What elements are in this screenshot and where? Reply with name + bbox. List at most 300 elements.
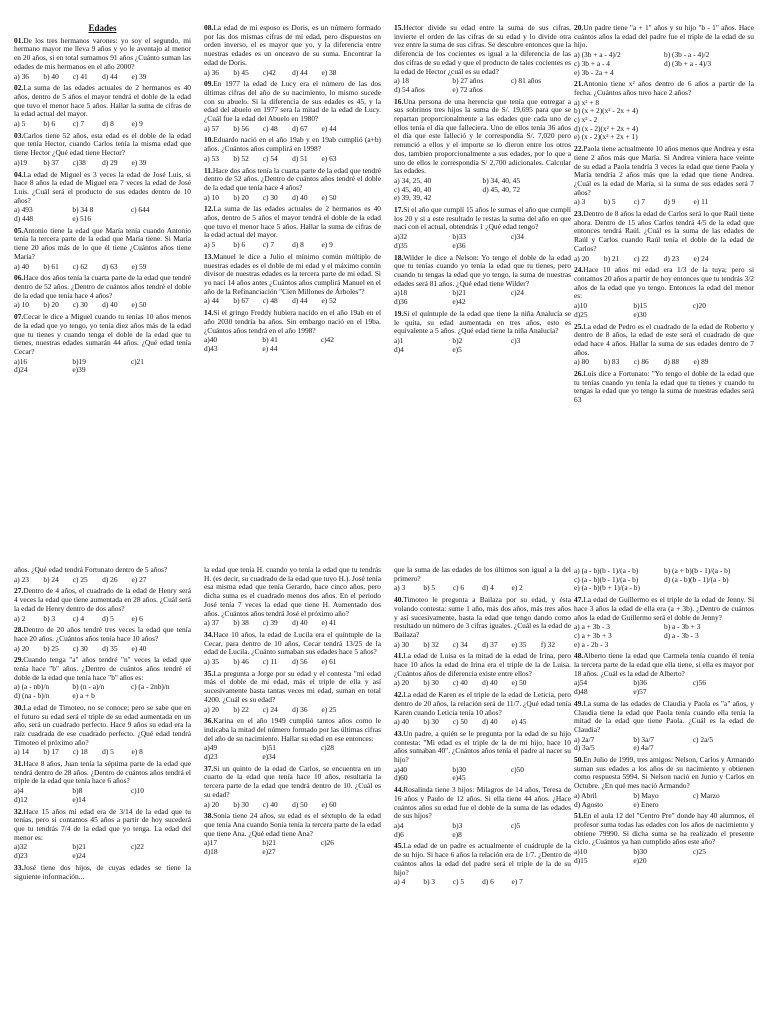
- answer-option: d) 44: [292, 296, 308, 306]
- answer-option: d)4: [394, 344, 404, 354]
- answer-option: c)3: [510, 335, 521, 345]
- problem-text: Antonio tiene la edad que María tenía cuando Antonio tenía la tercera parte de la edad que María tiene. Si María tiene 20 años más de lo que él tiene ¿Cuántos años tiene María?: [14, 225, 191, 261]
- problem-text: La suma de las edades actuales de 2 hermanos es 40 años, dentro de 5 años el mayor tendrá el doble de la edad que tuvo el menor hace 5 años. Hallar la suma de cifras de la edad actual del mayor.: [204, 204, 381, 240]
- answer-option: d) 5: [102, 613, 114, 623]
- problem-text: Timoteo le pregunta a Bailaza por su edad, y ésta volando contesta: sume 1 año, más dos años, más tres años y así sucesivamente, hasta la edad que tengo dando como resultado un número de 3 cifras iguales. ¿Cuál es la edad de Bailaza?: [394, 595, 571, 639]
- answer-option: d) 29: [102, 157, 118, 167]
- answer-options: [574, 302, 754, 319]
- problem-text: Hace 10 años, la edad de Lucila era el quíntuple de la Cecar, para dentro de 10 años, Cecar tendrá 13/25 de la edad de Lucila. ¿Cuánto sumaban sus edades hace 5 años?: [204, 629, 381, 657]
- answer-option: c) 11: [262, 657, 278, 667]
- problem-number: 14.: [204, 308, 214, 318]
- problem-text: la edad que tenía H. cuando yo tenía la edad que tu tendrás H. (es decir, su cuadrado de la edad que tuvo H.). José tenía esa misma edad que tenía Gerardo, hace cinco años, pero dicha suma es el cuadrado menos dos años. En el periodo José tenía 7 veces la edad que tiene H. Aumentado dos años. ¿Cuántos años tendrá José el próximo año?: [204, 566, 381, 618]
- answer-option: d) 44: [292, 67, 308, 77]
- answer-option: a) 40: [14, 261, 29, 271]
- problem: [394, 842, 571, 887]
- problem-number: 33.: [14, 862, 24, 872]
- answer-option: d) 5: [102, 747, 114, 757]
- answer-option: c)42: [262, 67, 276, 77]
- problem-number: 11.: [204, 165, 213, 175]
- problem-number: 21.: [574, 79, 584, 89]
- answer-option: d) 40: [292, 618, 308, 628]
- answer-option: c) 41: [72, 71, 88, 81]
- answer-option: e) 41: [321, 618, 337, 628]
- problem-number: 38.: [204, 811, 214, 821]
- answer-options: [394, 641, 571, 650]
- problem-text: Sonia tiene 24 años, su edad es el séxtuplo de la edad que tenía Ana cuando Sonia tenía la tercera parte de la edad que tiene Ana. ¿Qué edad tiene Ana?: [204, 811, 381, 838]
- answer-option: a)1: [394, 335, 404, 345]
- problem: [204, 136, 381, 163]
- answer-option: c)5: [510, 820, 521, 830]
- answer-option: a)16: [14, 356, 28, 366]
- answer-option: a)17: [204, 838, 218, 848]
- answer-options: [394, 766, 571, 783]
- problem-number: 28.: [14, 625, 24, 635]
- problem-number: 23.: [574, 209, 584, 219]
- answer-options: [204, 297, 381, 306]
- answer-option: e) a + b: [72, 691, 95, 701]
- answer-option: d)6: [394, 829, 404, 839]
- answer-option: c) (a - b)(b - 1)/(a - b): [574, 574, 639, 584]
- answer-option: d) (na - b)/n: [14, 691, 50, 701]
- answer-option: e) 39: [131, 71, 147, 81]
- answer-options: [204, 194, 381, 203]
- answer-option: d) 9: [663, 197, 676, 207]
- answer-option: a) 20: [204, 704, 219, 714]
- answer-option: b)3: [452, 820, 463, 830]
- answer-option: c) 45, 40, 40: [394, 184, 432, 194]
- problem-text: La edad de Miguel es 3 veces la edad de José Luis, si hace 8 años la edad de Miguel era 7 veces la edad de José Luis. ¿Cuál será el producto de sus edades dentro de 10 años?: [14, 169, 191, 205]
- problem-text: Si el gringo Freddy hubiera nacido en el año 19ab en el año 2030 tendría ba años. Sin embargo nació en el 19ba. ¿Cuántos años tendrá en el año 1998?: [204, 308, 381, 335]
- answer-option: e)36: [452, 240, 466, 250]
- answer-option: e) 516: [72, 214, 92, 224]
- answer-option: e) 50: [131, 300, 147, 310]
- answer-option: b) 67: [233, 296, 249, 306]
- answer-option: c)50: [510, 764, 524, 774]
- answer-option: c)24: [510, 288, 524, 298]
- problem: [204, 205, 381, 250]
- problem-number: 43.: [394, 728, 404, 738]
- answer-options: [394, 822, 571, 839]
- problem-text: En Julio de 1999, tres amigos: Nelson, Carlos y Armando suman sus edades a los años de su nacimiento y obtienen como respuesta 5994. Si Nelson nació en Junio y Carlos en Octubre. ¿En qué mes nació Armando?: [574, 755, 754, 791]
- answer-options: [14, 645, 191, 654]
- answer-option: c) 62: [72, 261, 88, 271]
- answer-option: d)12: [14, 794, 28, 804]
- answer-option: d) 8: [292, 240, 304, 250]
- problem-text: En el aula 12 del "Centro Pre" donde hay 40 alumnos, el profesor suma todas las edades con los años de nacimiento y obtiene 79990. Si dicha suma se ha realizado el presente ciclo. ¿Cuántos ya han cumplido años este año?: [574, 811, 754, 847]
- answer-option: a) 18: [394, 76, 409, 86]
- problem-number: 24.: [574, 265, 584, 275]
- problem-number: 20.: [574, 24, 584, 32]
- problem: [574, 370, 754, 405]
- problem: [394, 691, 571, 727]
- answer-option: a) 2: [14, 613, 26, 623]
- answer-option: d) 4: [482, 583, 494, 593]
- answer-option: e)34: [262, 752, 276, 762]
- problem: [14, 656, 191, 701]
- problem: [574, 80, 754, 142]
- problem-number: 31.: [14, 759, 24, 769]
- problem-text: La pregunta a Jorge por su edad y el contesta "mi edad más el doble de mi edad, más el triple de ella y así sucesivamente hasta tantas veces mi edad, suman en total 4200. ¿Cuál es su edad?: [204, 668, 381, 704]
- answer-option: a) 40: [394, 717, 409, 727]
- answer-option: b) (x + 2)(x² - 2x + 4): [574, 106, 639, 116]
- answer-options: [574, 848, 754, 865]
- answer-option: a)18: [394, 288, 408, 298]
- answer-option: b) 20: [233, 192, 249, 202]
- answer-option: c)21: [130, 356, 144, 366]
- problem-text: La edad de un padre es actualmente el cuádruple de la de su hijo. Si hace 6 años la relación era de 1/7. ¿Dentro de cuántos años la edad del padre será el triple de la de su hijo?: [394, 841, 571, 877]
- answer-option: e)24: [72, 851, 86, 861]
- problem-number: 18.: [394, 252, 404, 262]
- answer-option: b) 40: [43, 71, 59, 81]
- problem-number: 01.: [14, 35, 24, 45]
- problem: [574, 210, 754, 263]
- problem-number: 03.: [14, 130, 24, 140]
- problem-text: Hace dos años tenía la cuarta parte de la edad que tendré dentro de 52 años. ¿Dentro de cuántos años tendré el doble de la edad que tenía hace 4 años?: [204, 165, 381, 192]
- problem-text: Hace 10 años mi edad era 1/3 de la tuya; pero si contamos 20 años a partir de hoy entonces que tu tendrás 3/2 años de la edad que yo tengo. Entonces la edad del menor es:: [574, 265, 754, 301]
- problem-text: Una persona de una herencia que tenía que entregar a sus sobrinos tres hijos la suma de S/. 19,695 para que se repartan proporcionalmente a las edades que cada uno de ellos tenía el día que falleciera. Uno de ellos tenía 36 años el día que este falleció y le correspondía S/. 7,020 pero renunció a ellos y el importe se lo dieron entre los otros dos, tambien proporcionalmente a sus edades, por lo que a uno de ellos le correspondía S/ 2,700 adicionales. Calcular las edades.: [394, 96, 571, 176]
- answer-option: c) 5: [452, 877, 465, 887]
- problem-text: Si el quíntuple de la edad que tiene la niña Analucía se le quita, su edad aumentada en tres años, esto es equivalente a 5 años. ¿Qué edad tiene la niña Analucía?: [394, 308, 571, 336]
- answer-option: e) 11: [693, 197, 709, 207]
- answer-option: f) 32: [540, 639, 556, 649]
- problem-number: 12.: [204, 204, 214, 214]
- problem-number: 05.: [14, 225, 24, 235]
- answer-option: d) 44: [102, 71, 118, 81]
- answer-option: d) 88: [663, 357, 680, 367]
- answer-option: e) 44: [262, 343, 278, 353]
- answer-option: a)40: [204, 335, 218, 345]
- problem-text: En 1977 la edad de Lucy era el número de las dos últimas cifras del año de su nacimiento, lo mismo sucede con su abuelo. Si la diferencia de sus edades es 45, y la edad del abuelo en 1977 sera la mitad de la edad de Lucy. ¿Cuál fue la edad del Abuelo en 1980?: [204, 79, 381, 124]
- answer-options: [574, 623, 754, 649]
- answer-option: b) 83: [603, 357, 620, 367]
- problem: [204, 631, 381, 667]
- answer-option: e)57: [633, 687, 647, 697]
- problem-text: Un padre tiene "a + 1" años y su hijo "b - 1" años. Hace cuántos años la edad del padre fue el triple de la edad de su hijo.: [574, 24, 754, 50]
- answer-option: a) 36: [14, 71, 29, 81]
- answer-option: a) 44: [204, 296, 219, 306]
- problem: [574, 24, 754, 77]
- answer-option: e) 9: [131, 119, 143, 129]
- problem: [14, 587, 191, 623]
- answer-option: d) 40: [102, 300, 118, 310]
- answer-option: b)36: [633, 678, 647, 688]
- answer-options: [14, 206, 191, 223]
- answer-option: c) 25: [72, 574, 88, 584]
- problem-number: 32.: [14, 806, 24, 816]
- answer-option: e) 44: [321, 123, 337, 133]
- problem-text: Dentro de 4 años, el cuadrado de la edad de Henry será 4 veces la edad que tiene aumentada en 28 años. ¿Cuál será la edad de Henry dentro de dos años?: [14, 586, 191, 613]
- answer-option: c) 54: [262, 153, 278, 163]
- answer-option: b) 32: [423, 639, 439, 649]
- answer-option: b) 3: [43, 613, 56, 623]
- answer-option: d) 54 años: [394, 84, 425, 94]
- answer-options: [574, 255, 754, 264]
- answer-option: a) 10: [204, 192, 219, 202]
- answer-option: b) 6: [43, 119, 56, 129]
- answer-option: d) 67: [292, 123, 308, 133]
- answer-option: b) (3b - a - 4)/2: [664, 50, 710, 60]
- problem-text: La edad de Karen es el triple de la edad de Leticia, pero dentro de 20 años, la relación será de 11/7. ¿Qué edad tenía Karen cuando Leticia tenía 10 años?: [394, 690, 571, 717]
- answer-option: c)28: [320, 743, 334, 753]
- problem-number: 17.: [394, 205, 404, 215]
- answer-option: b) 21: [603, 253, 620, 263]
- problem: [204, 167, 381, 203]
- problem: [574, 567, 754, 593]
- answer-option: b) a - 3b + 3: [664, 622, 701, 632]
- answer-option: c)20: [692, 301, 706, 311]
- problem-text: Carlos tiene 52 años, esta edad es el doble de la edad que tenía Hector, cuando Carlos tenía la misma edad que tiene Hector ¿Qué edad tiene Hector?: [14, 130, 191, 158]
- problem-text: Si el año que cumplí 15 años le sumas el año que cumplí los 20 y si a este resultado le restas la suma del año en que nací con el actual, obtendrás 1 ¿Qué edad tengo?: [394, 205, 571, 232]
- problem-number: 04.: [14, 169, 24, 179]
- problem-text: años. ¿Qué edad tendrá Fortunato dentro de 5 años?: [14, 566, 168, 574]
- answer-options: [204, 155, 381, 164]
- answer-options: [204, 744, 381, 761]
- problem-text: La edad de Timoteo, no se conoce; pero se sabe que en el futuro su edad será el triple de su edad aumentada en un año, será un cuadrado perfecto. Hace 9 años su edad era la raíz cuadrada de ese cuadrado perfecto. ¿Qué edad tendrá Timoteo el próximo año?: [14, 702, 191, 747]
- answer-option: d)60: [394, 773, 408, 783]
- problem-number: 42.: [394, 690, 404, 700]
- problem: [394, 730, 571, 783]
- answer-options: [574, 567, 754, 593]
- answer-option: a) 10: [14, 300, 29, 310]
- problem-number: 07.: [14, 312, 24, 322]
- answer-option: b) 20: [43, 300, 59, 310]
- problem-text: Alberto tiene la edad que Carmela tenía cuando él tenía la tercera parte de la edad que ella tiene, si ella es mayor por 18 años. ¿Cuál es la edad de Alberto?: [574, 651, 754, 678]
- answer-option: b) 34 8: [72, 205, 94, 215]
- answer-option: b)21: [452, 288, 466, 298]
- answer-option: b)30: [633, 847, 647, 857]
- problem-number: 10.: [204, 135, 214, 145]
- answer-option: b) 46: [233, 657, 249, 667]
- problem-number: 44.: [394, 785, 404, 795]
- problem-text: Hector divide su edad entre la suma de sus cifras, invierte el orden de las cifras de su edad y lo divide otra vez entre la suma de sus cifras. Se descubre entonces que la diferencia de los cocientes es igual a la diferencia de las dos cifras de su edad y que el producto de tales cocientes es la edad de Hector ¿cuál es su edad?: [394, 24, 571, 76]
- answer-options: [204, 801, 381, 810]
- answer-options: [14, 73, 191, 82]
- problem: [204, 253, 381, 306]
- problem-text: Si un quinto de la edad de Carlos, se encuentra en un cuarto de la edad que tenía hace 10 años, resultaría la tercera parte de la edad que tendrá dentro de 10. ¿Cuál es su edad?: [204, 763, 381, 799]
- answer-options: [204, 241, 381, 250]
- answer-option: e)27: [262, 847, 276, 857]
- answer-option: a) 5: [14, 119, 26, 129]
- answer-option: a) x² + 8: [574, 97, 600, 107]
- problem: [204, 812, 381, 857]
- answer-option: c) 7: [262, 240, 275, 250]
- answer-option: b) 3a/7: [633, 734, 655, 744]
- answer-options: [14, 263, 191, 272]
- answer-option: a) 2a/7: [574, 734, 595, 744]
- problem: [574, 266, 754, 319]
- problem-number: 09.: [204, 79, 214, 89]
- problem-number: 45.: [394, 841, 404, 851]
- answer-options: [574, 358, 754, 367]
- problem-text: De los tres hermanos varones: yo soy el segundo, mi hermano mayor me lleva 9 años y yo le aventajo al menor en 20 años, si en total sumamos 91 años ¿Cuánto suman las edades de mis hermanos en el año 2000?: [14, 35, 191, 71]
- answer-option: d) 35: [102, 643, 118, 653]
- answer-option: a)4: [14, 786, 24, 796]
- answer-option: a) 30: [394, 639, 409, 649]
- answer-option: a)49: [204, 743, 218, 753]
- answer-option: d) 8: [102, 119, 114, 129]
- answer-option: b) 30: [233, 799, 249, 809]
- column-2-bottom: [204, 566, 381, 1022]
- answer-option: e) 24: [693, 253, 709, 263]
- answer-option: b) 25: [43, 643, 59, 653]
- answer-option: e) 63: [321, 153, 337, 163]
- problem: [14, 37, 191, 82]
- column-4-top: [574, 24, 754, 514]
- answer-option: c) Marzo: [692, 790, 720, 800]
- answer-option: e)39: [72, 365, 86, 375]
- problem-text: Karina en el año 1949 cumplió tantos años como le indicaba la mitad del número formado por las últimas cifras del año de su nacimiento. Hallar su edad en ese entonces:: [204, 716, 381, 743]
- answer-options: [14, 683, 191, 700]
- answer-option: c) 2a/5: [692, 734, 714, 744]
- answer-options: [204, 619, 381, 628]
- answer-option: c)42: [320, 335, 334, 345]
- answer-options: [14, 120, 191, 129]
- answer-option: c)10: [130, 786, 144, 796]
- problem: [394, 254, 571, 307]
- answer-option: c) (a - 2nb)/n: [130, 682, 170, 692]
- problem: [394, 98, 571, 203]
- problem-number: 34.: [204, 629, 214, 639]
- answer-option: a) 3: [394, 583, 406, 593]
- answer-option: d)15: [574, 855, 588, 865]
- answer-option: d) 51: [292, 153, 308, 163]
- problem-number: 49.: [574, 698, 584, 708]
- answer-option: d) 56: [292, 657, 308, 667]
- problem-number: 29.: [14, 655, 24, 665]
- problem: [204, 670, 381, 715]
- problem: [574, 596, 754, 649]
- answer-option: c) 40: [262, 799, 278, 809]
- problem-text: La suma de las edades actuales de 2 hermanos es 40 años, dentro de 5 años el mayor tendrá el doble de la edad que tuvo el menor hace 5 años. Hallar la suma de cifras de la edad actual del mayor.: [14, 83, 191, 119]
- answer-option: c) 6: [452, 583, 465, 593]
- answer-option: a) 3: [574, 197, 586, 207]
- problem-number: 15.: [394, 24, 404, 32]
- answer-option: e) 39, 39, 42: [394, 193, 432, 203]
- problem: [14, 626, 191, 653]
- answer-option: a) 80: [574, 357, 589, 367]
- problem-text: Cecar le dice a Miguel cuando tu tenías 10 años menos de la edad que yo tengo, yo tenía diez años más de la edad que tu tienes y cuando tenga el doble de la edad que tu tienes, nuestras edades sumarán 44 años. ¿Qué edad tenía Cecar?: [14, 312, 191, 356]
- answer-option: d) 63: [102, 261, 118, 271]
- problem-number: 26.: [574, 369, 584, 379]
- answer-option: a)40: [394, 764, 408, 774]
- problem-text: Manuel le dice a Julio el mínimo común múltiplo de nuestras edades es el doble de mi edad y el máximo común divisor de nuestras edades es la tercera parte de mi edad. Si yo nací 14 años antes ¿Cuántos años cumplirá Manuel en el año de la Refinanciación "Cien Millones de Árboles"?: [204, 251, 381, 296]
- answer-option: a) 4: [394, 877, 406, 887]
- answer-option: e) 61: [321, 657, 337, 667]
- answer-option: b) (a + b)(b - 1)/(a - b): [664, 566, 731, 575]
- answer-option: e) 59: [131, 261, 147, 271]
- answer-option: e) 3b - 2a + 4: [574, 67, 614, 77]
- answer-option: a) 5: [204, 240, 216, 250]
- answer-option: e) 45: [511, 717, 527, 727]
- answer-option: e) 40: [131, 643, 147, 653]
- answer-option: c) 22: [633, 253, 649, 263]
- answer-option: a)54: [574, 678, 588, 688]
- answer-option: d)23: [204, 752, 218, 762]
- answer-option: c) 30: [72, 300, 88, 310]
- answer-option: d) 448: [14, 214, 34, 224]
- column-4-bottom: [574, 566, 754, 1022]
- answer-option: b) 52: [233, 153, 249, 163]
- answer-option: d) (3b + a - 4)/3: [664, 58, 712, 68]
- answer-option: e) 2: [511, 583, 523, 593]
- problem: [574, 700, 754, 753]
- problem-text: Cuando tenga "a" años tendré "n" veces la edad que tenía hace "b" años. ¿Dentro de cuántos años tendré el doble de la edad que tenía hace "b" años es:: [14, 655, 191, 682]
- answer-option: e)20: [633, 855, 647, 865]
- answer-option: c) 18: [72, 747, 88, 757]
- answer-options: [204, 839, 381, 856]
- problem: [14, 171, 191, 224]
- answer-option: b) 17: [43, 747, 59, 757]
- problem-number: 51.: [574, 811, 584, 821]
- answer-option: a) (a - b)(b - 1)/(a - b): [574, 566, 639, 575]
- problem-text: Luis dice a Fortunato: "Yo tengo el doble de la edad que tu tenías cuando yo tenía la edad que tu tienes y cuando tu tengas la edad que yo tengo la suma de nuestras edades será 63: [574, 369, 754, 405]
- answer-option: b) 22: [233, 704, 249, 714]
- answer-option: d) a - 3b - 3: [664, 630, 699, 640]
- answer-option: e) (x - 2)(x² + 2x + 1): [574, 132, 638, 142]
- answer-option: c) 30: [72, 643, 88, 653]
- answer-option: a) 20: [204, 799, 219, 809]
- answer-option: a)4: [394, 820, 404, 830]
- column-1-bottom: [14, 566, 191, 1022]
- answer-options: [394, 878, 571, 887]
- answer-option: c) 30: [262, 192, 278, 202]
- column-3-bottom: [394, 566, 571, 1022]
- problem: [204, 566, 381, 628]
- answer-option: e) 89: [693, 357, 709, 367]
- answer-option: d) 26: [102, 574, 118, 584]
- answer-option: b) 38: [233, 618, 249, 628]
- problem: [204, 80, 381, 133]
- answer-options: [394, 679, 571, 688]
- answer-option: e) 60: [321, 799, 337, 809]
- problem: [574, 323, 754, 368]
- answer-option: b)30: [452, 764, 466, 774]
- problem: [204, 309, 381, 354]
- column-1-top: [14, 24, 191, 514]
- answer-options: [204, 658, 381, 667]
- problem: [394, 596, 571, 649]
- problem: [14, 566, 191, 584]
- problem: [14, 760, 191, 805]
- answer-options: [394, 289, 571, 306]
- answer-option: c)26: [320, 838, 334, 848]
- answer-options: [14, 615, 191, 624]
- problem-number: 16.: [394, 96, 404, 106]
- answer-option: d) 40: [482, 717, 498, 727]
- answer-option: e) 9: [321, 240, 333, 250]
- problem-text: que la suma de las edades de los últimos son igual a la del primero?: [394, 566, 571, 583]
- answer-options: [14, 301, 191, 310]
- answer-options: [574, 736, 754, 753]
- answer-option: b)21: [262, 838, 276, 848]
- answer-option: b) (n - a)/n: [72, 682, 105, 692]
- answer-options: [204, 336, 381, 353]
- answer-option: b) 45: [233, 67, 249, 77]
- problem-number: 22.: [574, 144, 584, 154]
- answer-option: b) Mayo: [633, 790, 659, 800]
- answer-option: c)22: [130, 842, 144, 852]
- problem: [14, 313, 191, 375]
- answer-option: b) 3: [423, 877, 436, 887]
- problem-number: 30.: [14, 702, 24, 712]
- problem-text: La suma de las edades de Claudia y Paola es "a" años, y Claudia tiene la edad que Paola tenía cuando ella tenía la mitad de la edad que tiene Paola. ¿Cuál es la edad de Claudia?: [574, 698, 754, 734]
- answer-option: d)43: [204, 343, 218, 353]
- answer-option: b) 30: [423, 678, 439, 688]
- problem-number: 02.: [14, 83, 24, 93]
- answer-options: [394, 233, 571, 250]
- answer-option: c) 48: [262, 123, 278, 133]
- problem: [14, 808, 191, 861]
